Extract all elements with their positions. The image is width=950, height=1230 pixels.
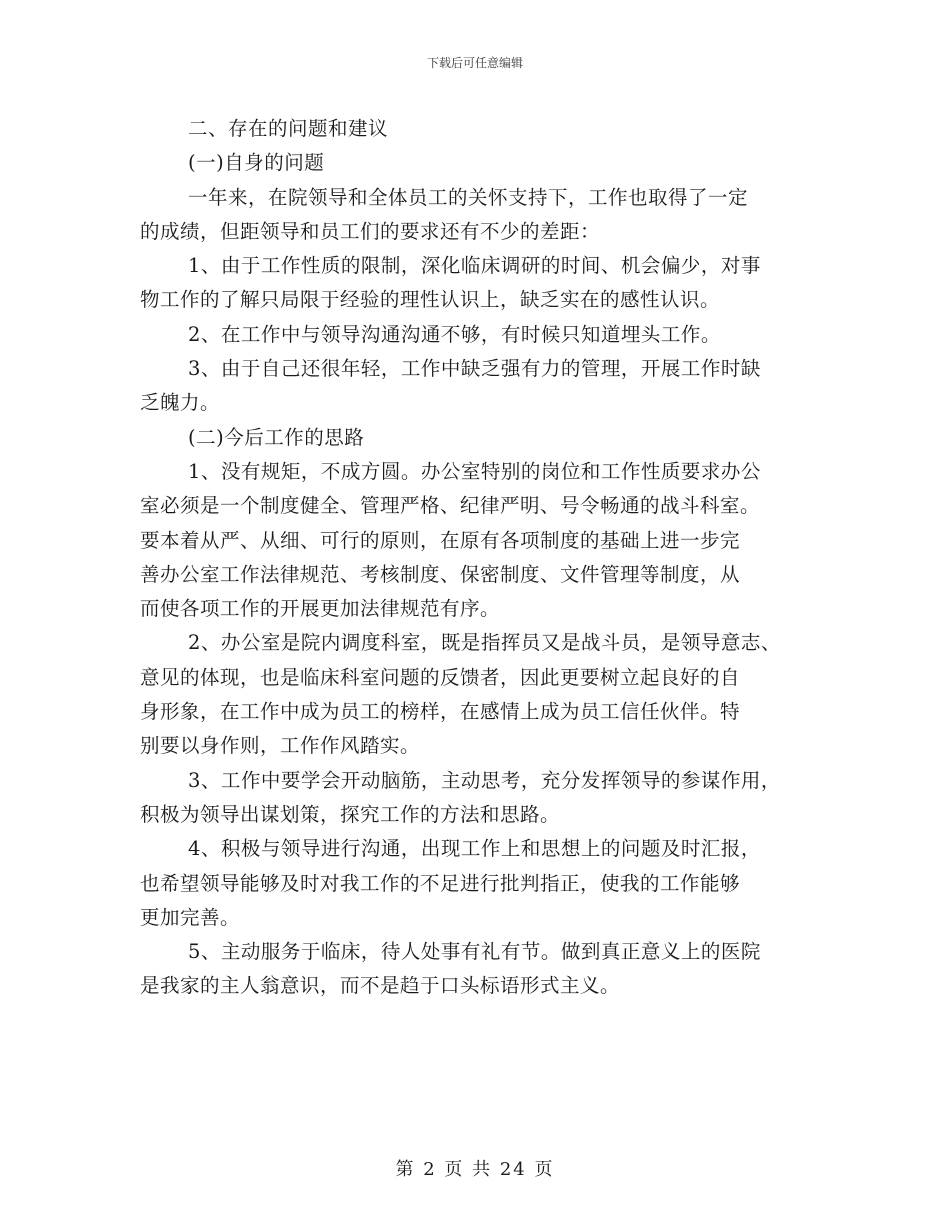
text-line: 一年来，在院领导和全体员工的关怀支持下，工作也取得了一定 [188,185,749,209]
document-body [140,112,815,1004]
page-header: 下载后可任意编辑 [426,56,523,70]
text-line: 善办公室工作法律规范、考核制度、保密制度、文件管理等制度，从 [140,562,741,586]
text-line: 室必须是一个制度健全、管理严格、纪律严明、号令畅通的战斗科室。 [140,494,761,518]
text-line: 物工作的了解只局限于经验的理性认识上，缺乏实在的感性认识。 [140,288,721,312]
text-line: 积极为领导出谋划策，探究工作的方法和思路。 [140,802,561,826]
text-line: 4、积极与领导进行沟通，出现工作上和思想上的问题及时汇报， [188,837,761,861]
text-line: 2、办公室是院内调度科室，既是指挥员又是战斗员，是领导意志、 [188,631,781,655]
text-line: 也希望领导能够及时对我工作的不足进行批判指正，使我的工作能够 [140,871,741,895]
text-line: 而使各项工作的开展更加法律规范有序。 [140,597,501,621]
text-line: 1、没有规矩，不成方圆。办公室特别的岗位和工作性质要求办公 [188,459,761,483]
text-line: 2、在工作中与领导沟通沟通不够，有时候只知道埋头工作。 [188,322,721,346]
text-line: 3、工作中要学会开动脑筋，主动思考，充分发挥领导的参谋作用， [188,768,781,792]
text-line: 二、存在的问题和建议 [188,117,389,140]
text-line: 身形象，在工作中成为员工的榜样，在感情上成为员工信任伙伴。特 [140,700,741,724]
text-line: 3、由于自己还很年轻，工作中缺乏强有力的管理，开展工作时缺 [188,357,761,381]
text-line: 要本着从严、从细、可行的原则，在原有各项制度的基础上进一步完 [140,528,741,552]
text-line: 的成绩，但距领导和员工们的要求还有不少的差距： [140,219,601,243]
text-line: 乏魄力。 [140,391,221,415]
text-line: 更加完善。 [140,905,241,929]
page-number-footer: 第 2 页 共 24 页 [395,1159,555,1180]
text-line: (二)今后工作的思路 [188,425,365,449]
text-line: 5、主动服务于临床，待人处事有礼有节。做到真正意义上的医院 [188,940,761,964]
text-line: 意见的体现，也是临床科室问题的反馈者，因此更要树立起良好的自 [140,665,741,689]
text-line: (一)自身的问题 [188,151,325,175]
text-line: 别要以身作则，工作作风踏实。 [140,734,421,758]
text-line: 是我家的主人翁意识，而不是趋于口头标语形式主义。 [140,974,621,998]
text-line: 1、由于工作性质的限制，深化临床调研的时间、机会偏少，对事 [188,254,761,278]
